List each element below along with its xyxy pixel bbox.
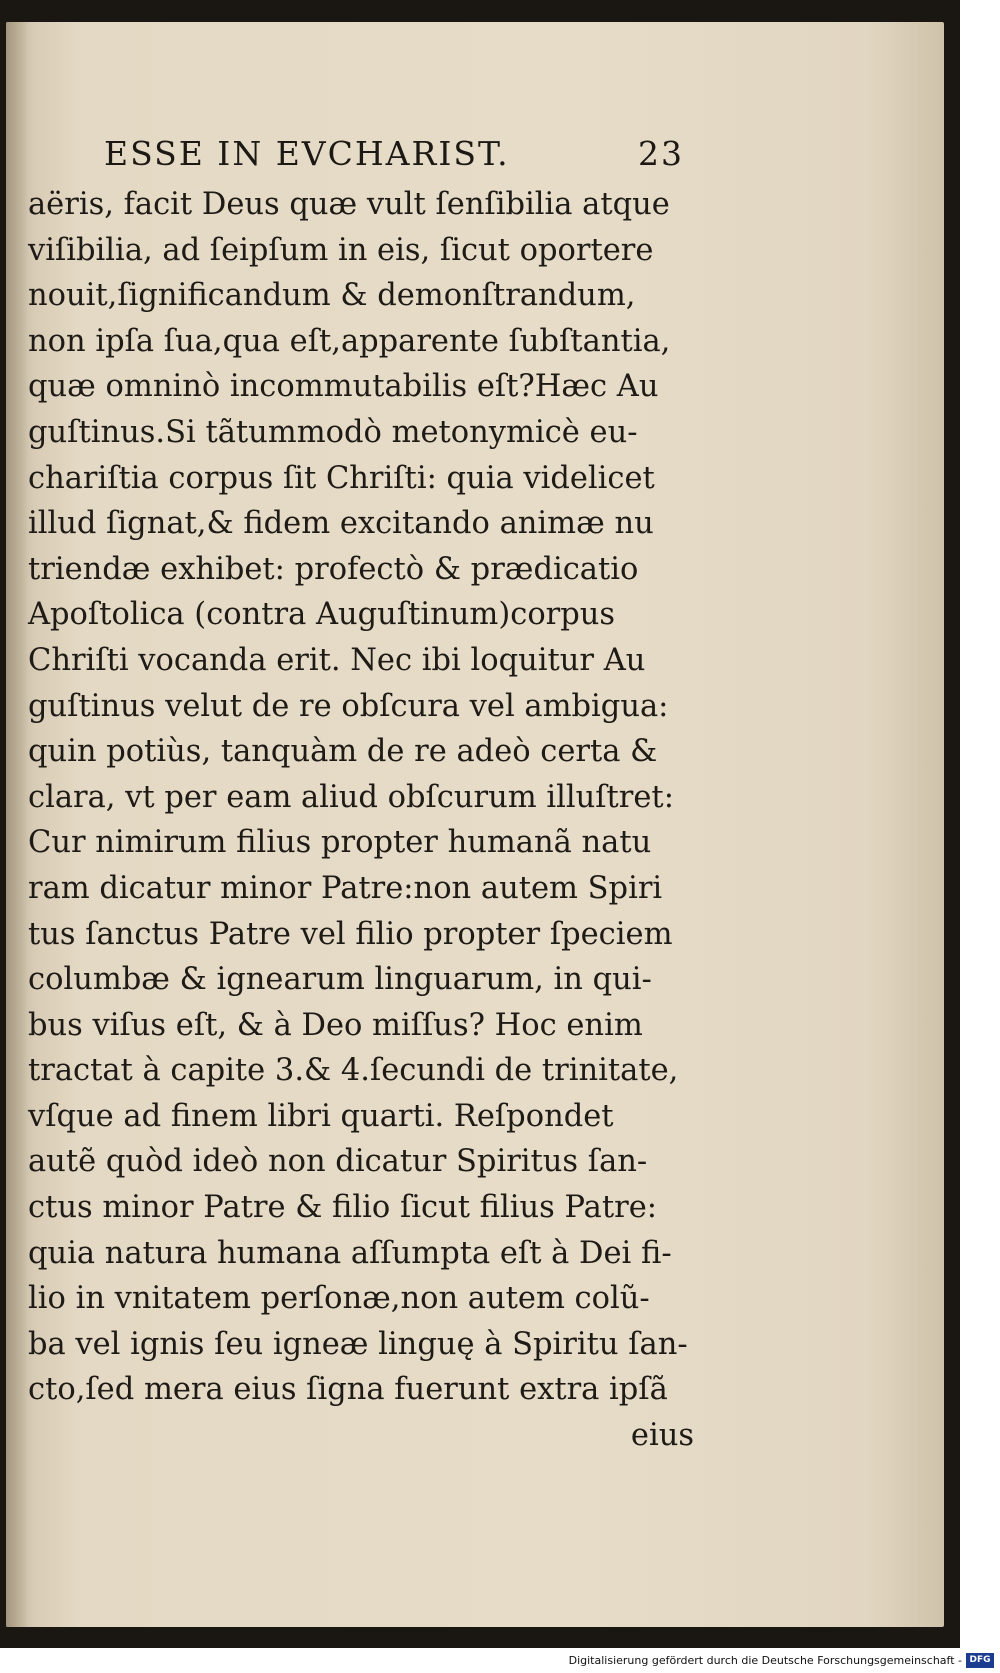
text-line: chariſtia corpus ſit Chriſti: quia videlicet	[28, 460, 655, 496]
text-line: nouit,ſignificandum & demonſtrandum,	[28, 278, 636, 314]
text-line: ram dicatur minor Patre:non autem Spiri	[28, 870, 663, 906]
book-page	[6, 22, 944, 1627]
text-line: quæ omninò incommutabilis eſt?Hæc Au	[28, 369, 659, 405]
text-line: bus viſus eſt, & à Deo miſſus? Hoc enim	[28, 1007, 643, 1043]
catchword: eius	[630, 1418, 694, 1454]
text-line: quia natura humana aſſumpta eſt à Dei fi-	[28, 1235, 672, 1271]
text-line: tractat à capite 3.& 4.ſecundi de trinitate,	[28, 1053, 679, 1089]
text-line: viſibilia, ad ſeipſum in eis, ſicut oportere	[28, 232, 654, 268]
text-line: tus ſanctus Patre vel filio propter ſpeciem	[28, 916, 673, 952]
running-head	[104, 134, 684, 186]
text-line: vſque ad finem libri quarti. Reſpondet	[28, 1098, 614, 1134]
text-line: Chriſti vocanda erit. Nec ibi loquitur Au	[28, 642, 646, 678]
text-line: guſtinus.Si tãtummodò metonymicè eu-	[28, 414, 638, 450]
page-gutter-shadow	[6, 22, 28, 1627]
text-line: ctus minor Patre & filio ſicut filius Patre:	[28, 1190, 658, 1226]
text-line: triendæ exhibet: profectò & prædicatio	[28, 551, 639, 587]
text-line: quin potiùs, tanquàm de re adeò certa &	[28, 734, 658, 770]
page-number: 23	[638, 134, 684, 173]
text-line: aëris, facit Deus quæ vult ſenſibilia atque	[28, 187, 670, 222]
text-line: autẽ quòd ideò non dicatur Spiritus ſan-	[28, 1144, 648, 1180]
text-line: cto,ſed mera eius ſigna fuerunt extra ipſã	[28, 1372, 668, 1408]
text-line: Apoſtolica (contra Auguſtinum)corpus	[28, 597, 616, 633]
text-line: illud ſignat,& fidem excitando animæ nu	[28, 506, 654, 542]
funding-note: Digitalisierung gefördert durch die Deutsche Forschungsgemeinschaft -	[568, 1654, 962, 1667]
dfg-logo-icon: DFG	[966, 1653, 994, 1668]
text-line: lio in vnitatem perſonæ,non autem colũ-	[28, 1281, 650, 1317]
text-line: Cur nimirum filius propter humanã natu	[28, 825, 652, 861]
body-text	[28, 182, 698, 1459]
text-line: clara, vt per eam aliud obſcurum illuſtret:	[28, 779, 674, 815]
text-line: ba vel ignis ſeu igneæ linguę à Spiritu ſan-	[28, 1326, 688, 1362]
text-line: columbæ & ignearum linguarum, in qui-	[28, 962, 652, 998]
running-head-title: ESSE IN EVCHARIST.	[104, 134, 510, 173]
text-line: guſtinus velut de re obſcura vel ambigua:	[28, 688, 669, 724]
digitization-footer	[0, 1652, 1000, 1673]
text-line: non ipſa ſua,qua eſt,apparente ſubſtantia,	[28, 323, 671, 359]
